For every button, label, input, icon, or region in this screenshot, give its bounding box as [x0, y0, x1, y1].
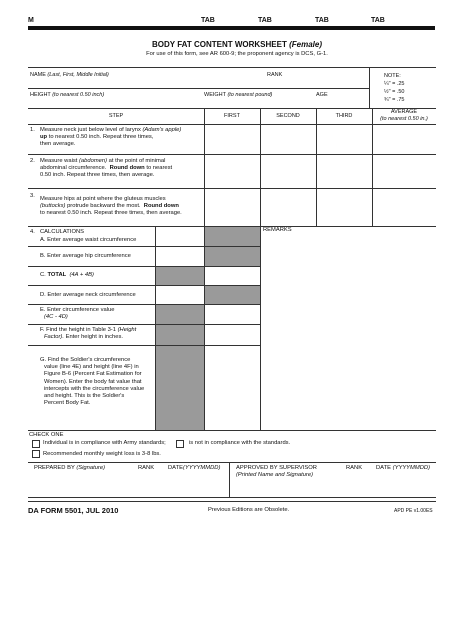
- calc-b-label: B. Enter average hip circumference: [40, 253, 131, 259]
- step3-text: Measure hips at point where the gluteus muscles (buttocks) protrude backward the most. Round down to nearest 0.50 inch. Repeat three times, then average.: [40, 196, 182, 217]
- rule: [28, 497, 436, 498]
- date-label-preparer: DATE(YYYYMMDD): [168, 465, 221, 471]
- weight-loss-checkbox[interactable]: [32, 450, 40, 458]
- weight-field[interactable]: [204, 100, 309, 107]
- note-half: ½" = .50: [384, 89, 405, 95]
- waist-first-input[interactable]: [205, 155, 260, 188]
- calc-number: 4.: [30, 229, 35, 235]
- rank-field[interactable]: [267, 80, 365, 87]
- version-label: APD PE v1.00ES: [394, 508, 433, 514]
- note-quarter: ¼" = .25: [384, 81, 405, 87]
- calc-title: CALCULATIONS: [40, 229, 85, 235]
- hips-third-input[interactable]: [317, 189, 372, 226]
- col-second: SECOND: [276, 113, 300, 119]
- weight-label: WEIGHT (to nearest pound): [204, 92, 273, 98]
- calc-d-label: D. Enter average neck circumference: [40, 292, 136, 298]
- rule: [229, 462, 230, 497]
- name-label: NAME (Last, First, Middle Initial): [30, 72, 109, 78]
- calc-f-label: F. Find the height in Table 3-1 (Height Factor). Enter height in inches.: [40, 327, 137, 341]
- shaded-cell: [156, 325, 204, 345]
- noncompliance-label: is not in compliance with the standards.: [189, 440, 291, 446]
- tab-1: TAB: [201, 17, 215, 24]
- calc-c-input[interactable]: [205, 267, 260, 285]
- shaded-cell: [156, 346, 204, 430]
- waist-second-input[interactable]: [261, 155, 316, 188]
- form-title: [0, 40, 474, 49]
- neck-second-input[interactable]: [261, 125, 316, 154]
- note-title: NOTE:: [384, 73, 401, 79]
- compliance-label: Individual is in compliance with Army standards;: [43, 440, 166, 446]
- hips-average-input[interactable]: [373, 189, 436, 226]
- rule: [369, 67, 370, 108]
- rank-label: RANK: [267, 72, 283, 78]
- form-title-text: BODY FAT CONTENT WORKSHEET: [152, 40, 287, 49]
- approved-by-label: APPROVED BY SUPERVISOR: [236, 465, 317, 471]
- date-label-supervisor: DATE (YYYYMMDD): [376, 465, 431, 471]
- calc-f-input[interactable]: [205, 325, 260, 345]
- step2-text: Measure waist (abdomen) at the point of minimal abdominal circumference. Round down to nearest 0.50 inch. Repeat three times, then average.: [40, 158, 173, 179]
- approved-by-signature[interactable]: [234, 480, 334, 495]
- calc-d-input[interactable]: [156, 286, 204, 304]
- rank-label-supervisor: RANK: [346, 465, 363, 471]
- rule: [28, 430, 436, 431]
- neck-first-input[interactable]: [205, 125, 260, 154]
- shaded-cell: [205, 247, 260, 266]
- rank-label-preparer: RANK: [138, 465, 155, 471]
- neck-average-input[interactable]: [373, 125, 436, 154]
- noncompliance-checkbox[interactable]: [176, 440, 184, 448]
- col-first: FIRST: [224, 113, 240, 119]
- calc-e-label: E. Enter circumference value (4C - 4D): [40, 307, 115, 321]
- waist-average-input[interactable]: [373, 155, 436, 188]
- check-one-title: CHECK ONE: [29, 432, 64, 438]
- hips-first-input[interactable]: [205, 189, 260, 226]
- calc-b-input[interactable]: [156, 247, 204, 266]
- step2-number: 2.: [30, 158, 35, 164]
- col-average: AVERAGE: [390, 109, 418, 115]
- rank-field-supervisor[interactable]: [344, 474, 372, 494]
- col-average-hint: (to nearest 0.50 in.): [380, 116, 428, 122]
- calc-a-input[interactable]: [156, 227, 204, 246]
- name-field[interactable]: [30, 80, 200, 87]
- calc-c-label: C. TOTAL (4A + 4B): [40, 272, 94, 278]
- prepared-by-signature[interactable]: [32, 474, 132, 494]
- shaded-cell: [156, 267, 204, 285]
- tab-4: TAB: [371, 17, 385, 24]
- height-field[interactable]: [30, 100, 200, 107]
- calc-g-label: G. Find the Soldier's circumference value (line 4E) and height (line 4F) in Figure B-6 (Percent Fat Estimation for Women). Enter the body fat value that intercepts with the circumference value and height. This is the Soldier's Percent Body Fat.: [40, 357, 145, 407]
- height-label: HEIGHT (to nearest 0.50 inch): [30, 92, 105, 98]
- age-label: AGE: [316, 92, 328, 98]
- remarks-field[interactable]: [262, 236, 434, 428]
- date-field-preparer[interactable]: [168, 474, 226, 494]
- step1-text: Measure neck just below level of larynx (Adam's apple) up to nearest 0.50 inch. Repeat three times, then average.: [40, 127, 182, 148]
- rule: [28, 462, 436, 463]
- form-title-suffix: (Female): [289, 40, 322, 49]
- weight-loss-label: Recommended monthly weight loss is 3-8 lbs.: [43, 451, 161, 457]
- form-subtitle: For use of this form, see AR 600-9; the proponent agency is DCS, G-1.: [146, 51, 328, 57]
- remarks-label: REMARKS: [263, 227, 292, 233]
- rule: [28, 501, 436, 502]
- date-field-supervisor[interactable]: [376, 474, 434, 494]
- calc-a-label: A. Enter average waist circumference: [40, 237, 137, 243]
- compliance-checkbox[interactable]: [32, 440, 40, 448]
- approved-by-hint: (Printed Name and Signature): [236, 472, 314, 478]
- note-three-quarter: ¾" = .75: [384, 97, 405, 103]
- col-step: STEP: [108, 113, 124, 119]
- neck-third-input[interactable]: [317, 125, 372, 154]
- hips-second-input[interactable]: [261, 189, 316, 226]
- rule: [28, 88, 369, 89]
- shaded-cell: [205, 227, 260, 246]
- rule: [28, 67, 436, 68]
- age-field[interactable]: [316, 100, 366, 107]
- form-number: DA FORM 5501, JUL 2010: [28, 506, 119, 515]
- shaded-cell: [156, 305, 204, 324]
- step3-number: 3.: [30, 193, 35, 199]
- col-third: THIRD: [335, 113, 353, 119]
- rank-field-preparer[interactable]: [136, 474, 164, 494]
- waist-third-input[interactable]: [317, 155, 372, 188]
- top-marker: M: [28, 17, 34, 24]
- step1-number: 1.: [30, 127, 35, 133]
- tab-2: TAB: [258, 17, 272, 24]
- prepared-by-label: PREPARED BY (Signature): [34, 465, 106, 471]
- tab-3: TAB: [315, 17, 329, 24]
- calc-e-input[interactable]: [205, 305, 260, 324]
- top-rule: [28, 26, 435, 30]
- shaded-cell: [205, 286, 260, 304]
- calc-g-input[interactable]: [205, 346, 260, 430]
- previous-editions-note: Previous Editions are Obsolete.: [208, 507, 290, 513]
